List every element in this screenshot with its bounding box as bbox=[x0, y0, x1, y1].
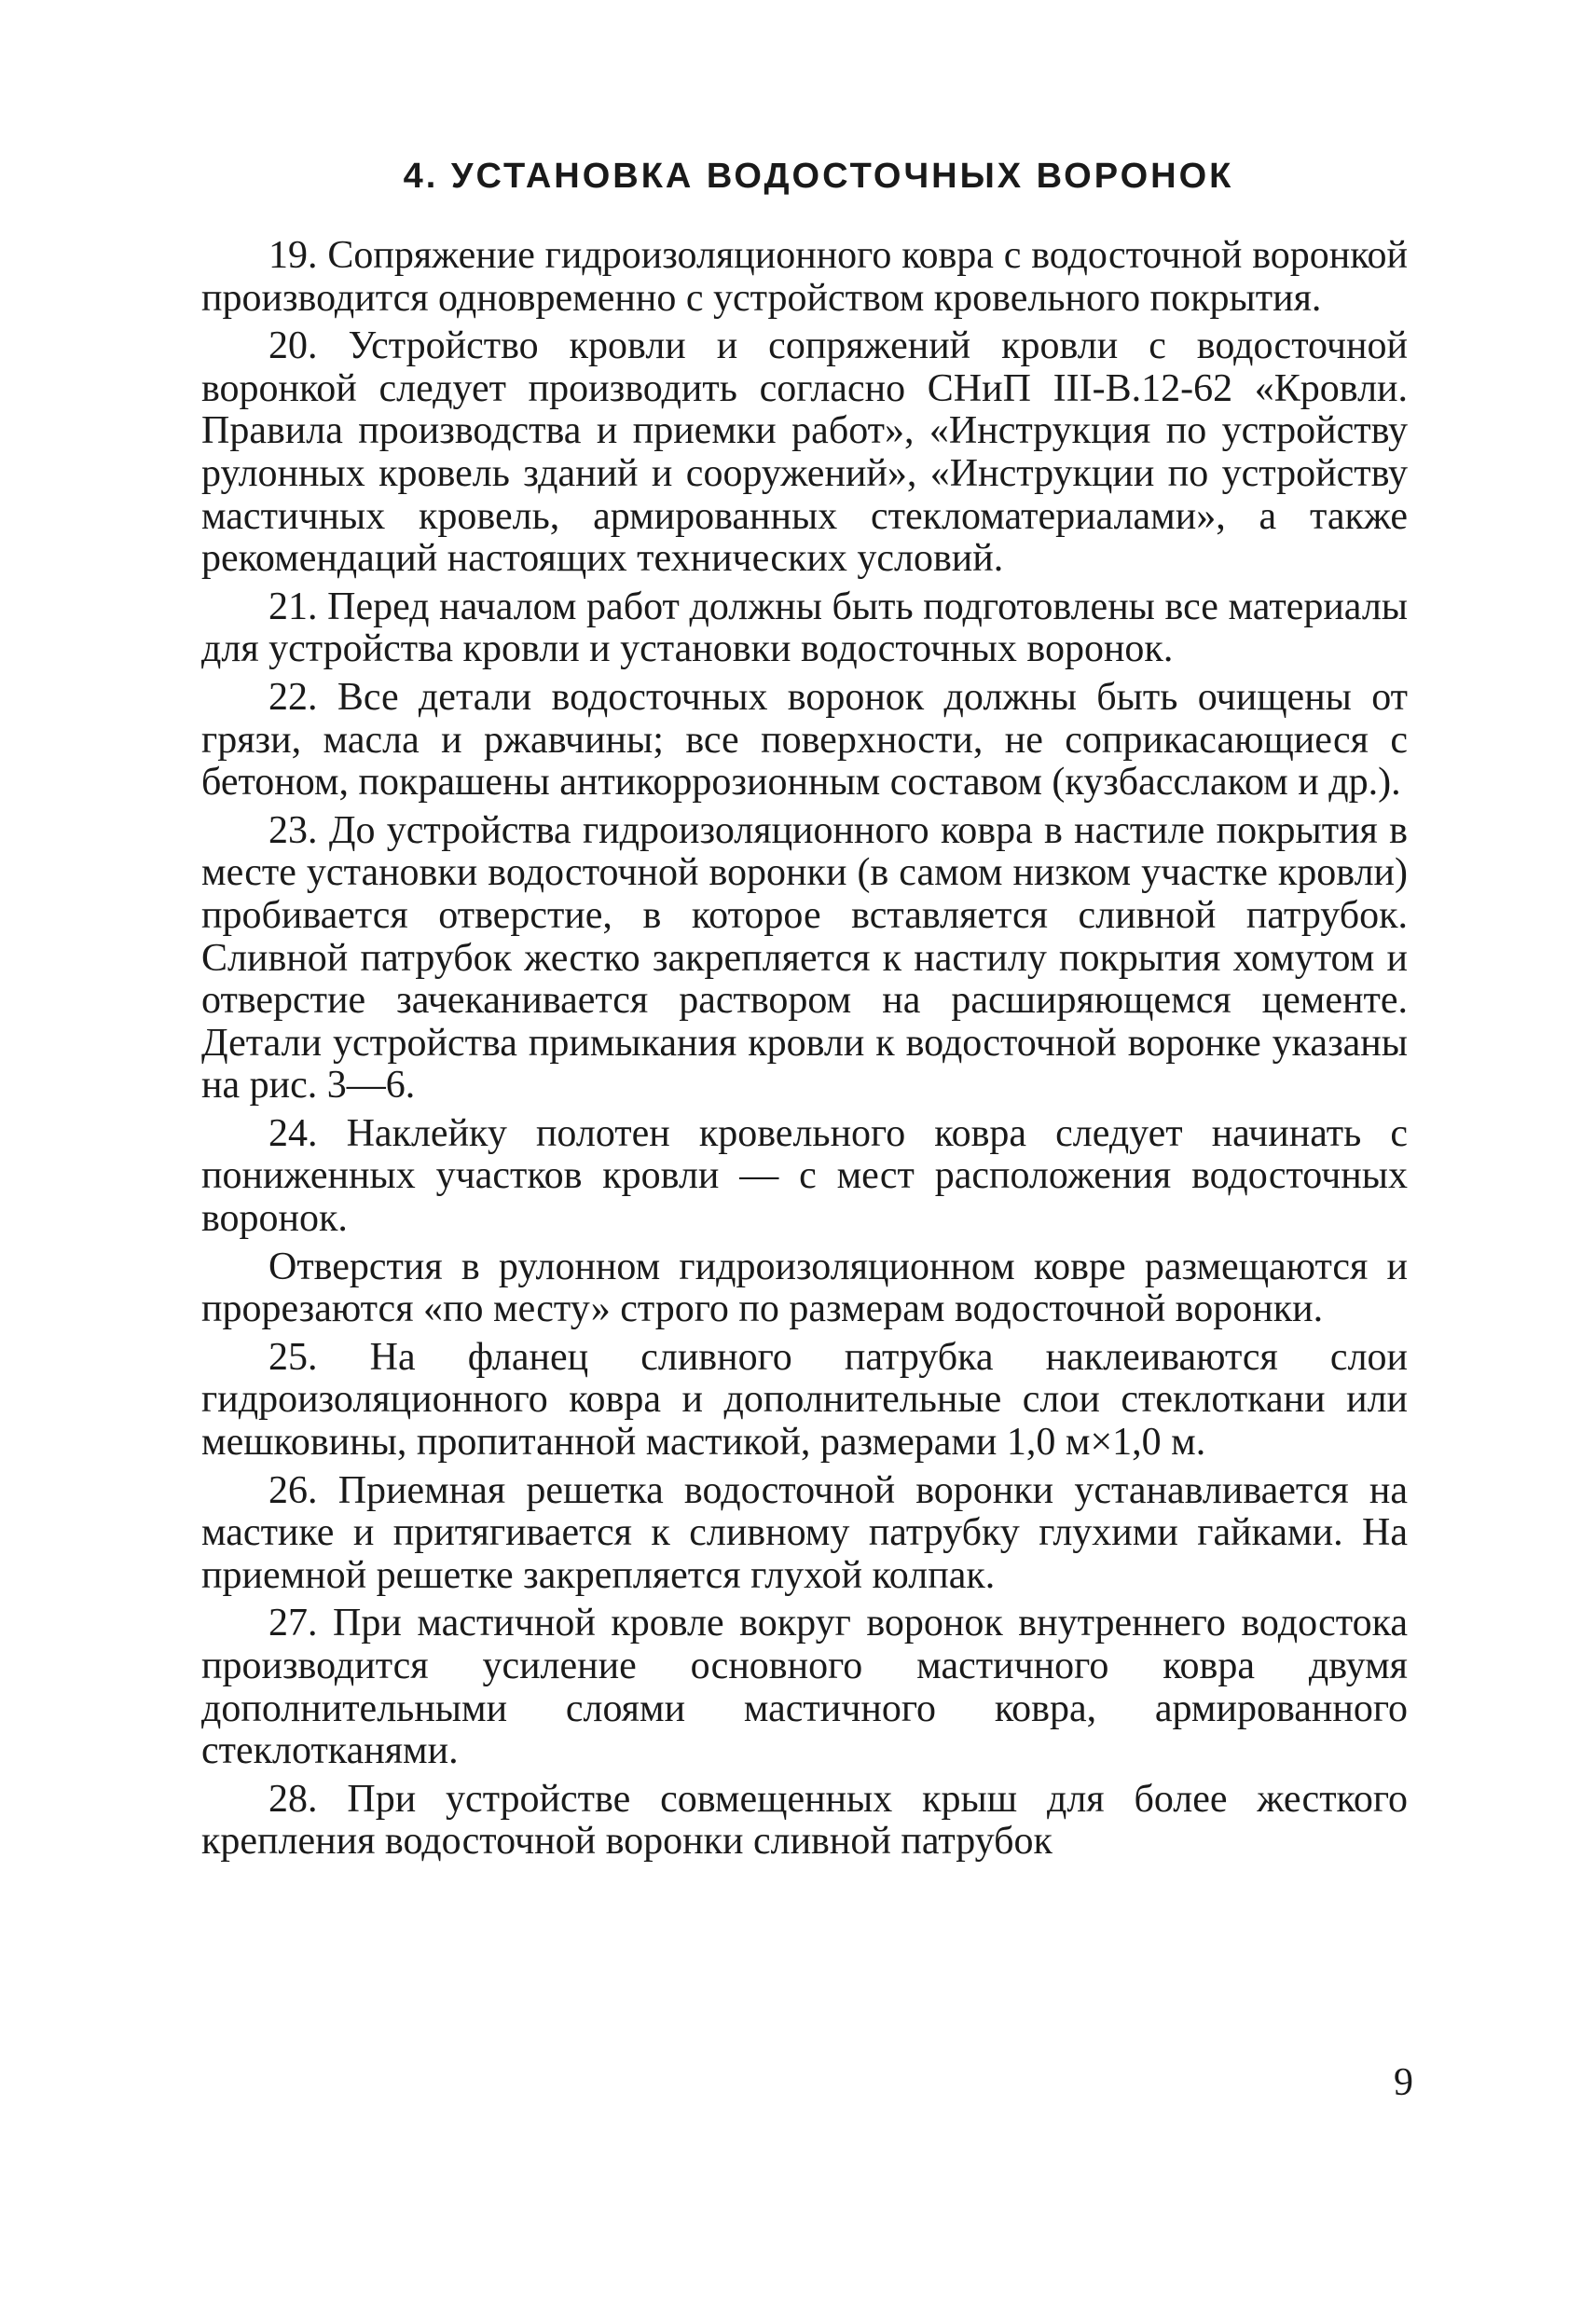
paragraph-number: 26. bbox=[268, 1468, 318, 1512]
paragraph-text: Перед началом работ должны быть подготовлены все материалы для устройства кровли и установки водосточных воронок. bbox=[201, 585, 1408, 671]
paragraph-number: 20. bbox=[268, 324, 318, 368]
body-text bbox=[201, 235, 1408, 1869]
paragraph-number: 24. bbox=[268, 1111, 318, 1155]
paragraph-text: Все детали водосточных воронок должны быть очищены от грязи, масла и ржавчины; все поверхности, не соприкасающиеся с бетоном, покрашены антикоррозионным составом (кузбасслаком и др.). bbox=[201, 675, 1409, 805]
paragraph-20 bbox=[201, 325, 1408, 581]
paragraph-text: Сопряжение гидроизоляционного ковра с водосточной воронкой производится одновременно с устройством кровельного покрытия. bbox=[201, 234, 1408, 320]
paragraph-text: На фланец сливного патрубка наклеиваются слои гидроизоляционного ковра и дополнительные слои стеклоткани или мешковины, пропитанной мастикой, размерами 1,0 м×1,0 м. bbox=[201, 1335, 1408, 1465]
page-number: 9 bbox=[1394, 2061, 1413, 2104]
paragraph-24 bbox=[201, 1113, 1408, 1241]
paragraph-19 bbox=[201, 235, 1408, 320]
paragraph-number: 27. bbox=[268, 1602, 318, 1645]
paragraph-number: 28. bbox=[268, 1777, 318, 1821]
paragraph-24-continuation bbox=[201, 1246, 1408, 1331]
paragraph-text: До устройства гидроизоляционного ковра в настиле покрытия в месте установки водосточной воронки (в самом низком участке кровли) пробивается отверстие, в которое вставляется сливной патрубок. Сливной патрубок жестко закрепляется к настилу покрытия хомутом и отверстие зачеканивается раствором на расширяющемся цементе. Детали устройства примыкания кровли к водосточной воронке указаны на рис. 3—6. bbox=[201, 808, 1409, 1108]
paragraph-26 bbox=[201, 1470, 1408, 1598]
paragraph-number: 25. bbox=[268, 1335, 318, 1379]
paragraph-21 bbox=[201, 586, 1408, 671]
paragraph-text: Устройство кровли и сопряжений кровли с водосточной воронкой следует производить согласно СНиП III-В.12-62 «Кровли. Правила производства и приемки работ», «Инструкция по устройству рулонных кровель зданий и сооружений», «Инструкции по устройству мастичных кровель, армированных стекломатериалами», а также рекомендаций настоящих технических условий. bbox=[201, 324, 1408, 581]
paragraph-number: 19. bbox=[268, 234, 318, 277]
paragraph-number: 22. bbox=[268, 675, 318, 719]
paragraph-text: Приемная решетка водосточной воронки устанавливается на мастике и притягивается к сливному патрубку глухими гайками. На приемной решетке закрепляется глухой колпак. bbox=[201, 1468, 1408, 1597]
paragraph-number: 23. bbox=[268, 808, 318, 852]
paragraph-23 bbox=[201, 810, 1408, 1108]
section-title: 4. УСТАНОВКА ВОДОСТОЧНЫХ ВОРОНОК bbox=[403, 157, 1234, 196]
paragraph-text: Наклейку полотен кровельного ковра следует начинать с пониженных участков кровли — с мест расположения водосточных воронок. bbox=[201, 1111, 1409, 1241]
paragraph-25 bbox=[201, 1337, 1408, 1465]
paragraph-28 bbox=[201, 1779, 1408, 1864]
paragraph-22 bbox=[201, 677, 1408, 805]
paragraph-text: При устройстве совмещенных крыш для более жесткого крепления водосточной воронки сливной патрубок bbox=[201, 1777, 1408, 1864]
paragraph-text: При мастичной кровле вокруг воронок внутреннего водостока производится усиление основного мастичного ковра двумя дополнительными слоями мастичного ковра, армированного стеклотканями. bbox=[201, 1602, 1408, 1773]
paragraph-text: Отверстия в рулонном гидроизоляционном ковре размещаются и прорезаются «по месту» строго по размерам водосточной воронки. bbox=[201, 1245, 1408, 1331]
paragraph-number: 21. bbox=[268, 585, 318, 628]
paragraph-27 bbox=[201, 1603, 1408, 1772]
